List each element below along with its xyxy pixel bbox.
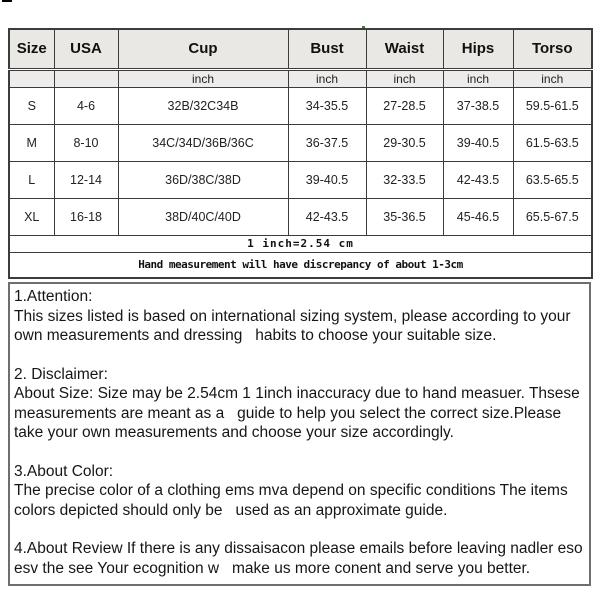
size-row-m (9, 124, 592, 161)
column-header-size: Size (9, 29, 54, 69)
column-header-waist: Waist (366, 29, 443, 69)
hips-cell: 37-38.5 (443, 87, 513, 124)
note-heading: 3.About Color: (14, 462, 114, 480)
measurement-note-row (9, 252, 592, 278)
note-body: The precise color of a clothing ems mva depend on specific conditions The items colors depicted should only be used as an approximate guide. (14, 482, 573, 519)
note-about-review (14, 539, 585, 578)
bust-cell: 34-35.5 (288, 87, 366, 124)
cup-cell: 36D/38C/38D (118, 161, 288, 198)
column-header-hips: Hips (443, 29, 513, 69)
waist-cell: 32-33.5 (366, 161, 443, 198)
size-cell: XL (9, 198, 54, 235)
usa-cell: 16-18 (54, 198, 118, 235)
column-header-cup: Cup (118, 29, 288, 69)
unit-cell (54, 69, 118, 87)
measurement-note: Hand measurement will have discrepancy of about 1-3cm (9, 252, 592, 278)
waist-cell: 27-28.5 (366, 87, 443, 124)
column-header-torso: Torso (513, 29, 592, 69)
cup-cell: 34C/34D/36B/36C (118, 124, 288, 161)
usa-cell: 12-14 (54, 161, 118, 198)
waist-cell: 35-36.5 (366, 198, 443, 235)
torso-cell: 59.5-61.5 (513, 87, 592, 124)
column-header-usa: USA (54, 29, 118, 69)
bust-cell: 42-43.5 (288, 198, 366, 235)
torso-cell: 63.5-65.5 (513, 161, 592, 198)
size-chart-table (8, 28, 593, 279)
unit-cell: inch (513, 69, 592, 87)
note-disclaimer (14, 365, 585, 443)
size-row-l (9, 161, 592, 198)
unit-cell: inch (118, 69, 288, 87)
size-cell: S (9, 87, 54, 124)
unit-cell: inch (288, 69, 366, 87)
hips-cell: 42-43.5 (443, 161, 513, 198)
conversion-note: 1 inch=2.54 cm (9, 235, 592, 252)
column-header-bust: Bust (288, 29, 366, 69)
waist-cell: 29-30.5 (366, 124, 443, 161)
cup-cell: 32B/32C34B (118, 87, 288, 124)
unit-cell: inch (443, 69, 513, 87)
note-body: About Size: Size may be 2.54cm 1 1inch inaccuracy due to hand measuer. Thsese measurements are meant as a guide to help you select the correct size.Please take your own measurements and choose your size accordingly. (14, 385, 585, 441)
note-heading: 1.Attention: (14, 288, 93, 305)
size-row-s (9, 87, 592, 124)
corner-dash-mark (2, 0, 12, 2)
conversion-note-row (9, 235, 592, 252)
hips-cell: 39-40.5 (443, 124, 513, 161)
note-body: This sizes listed is based on international sizing system, please according to your own measurements and dressing habits to choose your suitable size. (14, 307, 575, 344)
notes-panel (8, 282, 591, 586)
size-cell: L (9, 161, 54, 198)
usa-cell: 8-10 (54, 124, 118, 161)
bust-cell: 36-37.5 (288, 124, 366, 161)
hips-cell: 45-46.5 (443, 198, 513, 235)
torso-cell: 61.5-63.5 (513, 124, 592, 161)
size-row-xl (9, 198, 592, 235)
cup-cell: 38D/40C/40D (118, 198, 288, 235)
note-attention (14, 287, 585, 346)
note-heading: 2. Disclaimer: (14, 365, 108, 383)
size-cell: M (9, 124, 54, 161)
note-about-color (14, 462, 585, 521)
bust-cell: 39-40.5 (288, 161, 366, 198)
torso-cell: 65.5-67.5 (513, 198, 592, 235)
unit-cell (9, 69, 54, 87)
usa-cell: 4-6 (54, 87, 118, 124)
note-body: 4.About Review If there is any dissaisacon please emails before leaving nadler eso esv the see Your ecognition w make us more conent and serve you better. (14, 540, 587, 577)
unit-cell: inch (366, 69, 443, 87)
table-header-row (9, 29, 592, 69)
unit-row (9, 69, 592, 87)
